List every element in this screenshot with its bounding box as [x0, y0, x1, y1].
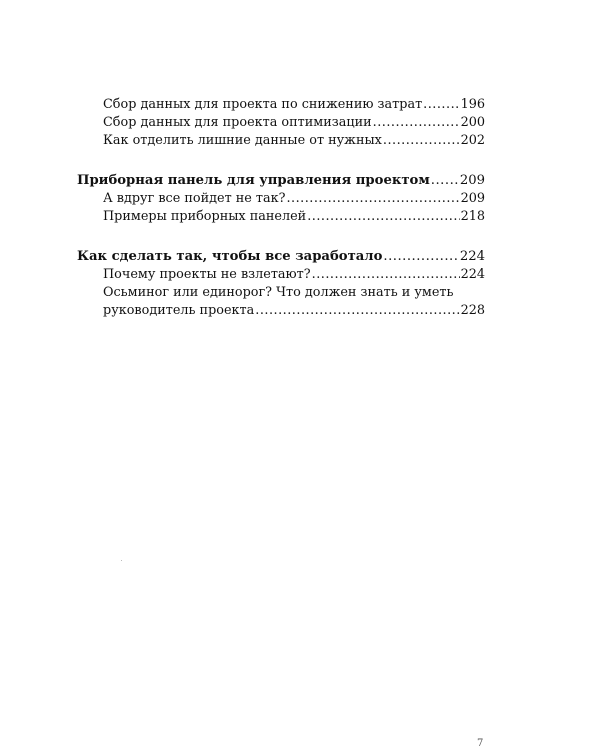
- dot-leader: [423, 96, 459, 114]
- toc-entry-page: 200: [460, 115, 485, 130]
- toc-entry-page: 209: [460, 191, 485, 206]
- dot-leader: [383, 248, 458, 266]
- dot-leader: [373, 114, 460, 132]
- toc-entry[interactable]: [77, 132, 485, 150]
- dot-leader: [312, 266, 460, 284]
- toc-chapter-title: Приборная панель для управления проектом: [77, 173, 430, 188]
- toc-entry[interactable]: [77, 114, 485, 132]
- toc-chapter-heading[interactable]: [77, 248, 485, 266]
- toc-entry-page: 218: [460, 209, 485, 224]
- toc-entry-title: Сбор данных для проекта по снижению затрат: [103, 97, 423, 112]
- toc-entry[interactable]: [77, 96, 485, 114]
- toc-entry-title-line2: руководитель проекта: [103, 303, 255, 318]
- toc-chapter-heading[interactable]: [77, 172, 485, 190]
- toc-section-1: [77, 96, 485, 150]
- toc-entry-page: 202: [460, 133, 485, 148]
- toc-entry-line2: [77, 302, 485, 320]
- toc-section-2: [77, 172, 485, 226]
- dot-leader: [431, 172, 459, 190]
- dot-leader: [307, 208, 459, 226]
- toc-entry-multiline[interactable]: [77, 284, 485, 320]
- toc-entry[interactable]: [77, 208, 485, 226]
- scan-speck: [121, 560, 122, 561]
- toc-entry-page: 228: [460, 303, 485, 318]
- toc-entry-title: Почему проекты не взлетают?: [103, 267, 311, 282]
- toc-entry-title: Сбор данных для проекта оптимизации: [103, 115, 372, 130]
- dot-leader: [255, 302, 459, 320]
- toc-entry[interactable]: [77, 266, 485, 284]
- table-of-contents: [77, 96, 485, 342]
- toc-chapter-title: Как сделать так, чтобы все заработало: [77, 249, 383, 264]
- dot-leader: [383, 132, 460, 150]
- toc-entry-title-line1: Осьминог или единорог? Что должен знать и уметь: [103, 285, 454, 300]
- dot-leader: [286, 190, 459, 208]
- toc-entry-title: Примеры приборных панелей: [103, 209, 307, 224]
- toc-entry-title: Как отделить лишние данные от нужных: [103, 133, 382, 148]
- toc-entry[interactable]: [77, 190, 485, 208]
- toc-entry-page: 224: [460, 267, 485, 282]
- toc-chapter-page: 209: [459, 173, 485, 188]
- page-number: 7: [477, 738, 484, 749]
- toc-entry-title: А вдруг все пойдет не так?: [103, 191, 286, 206]
- toc-section-3: [77, 248, 485, 320]
- toc-entry-page: 196: [460, 97, 485, 112]
- toc-chapter-page: 224: [459, 249, 485, 264]
